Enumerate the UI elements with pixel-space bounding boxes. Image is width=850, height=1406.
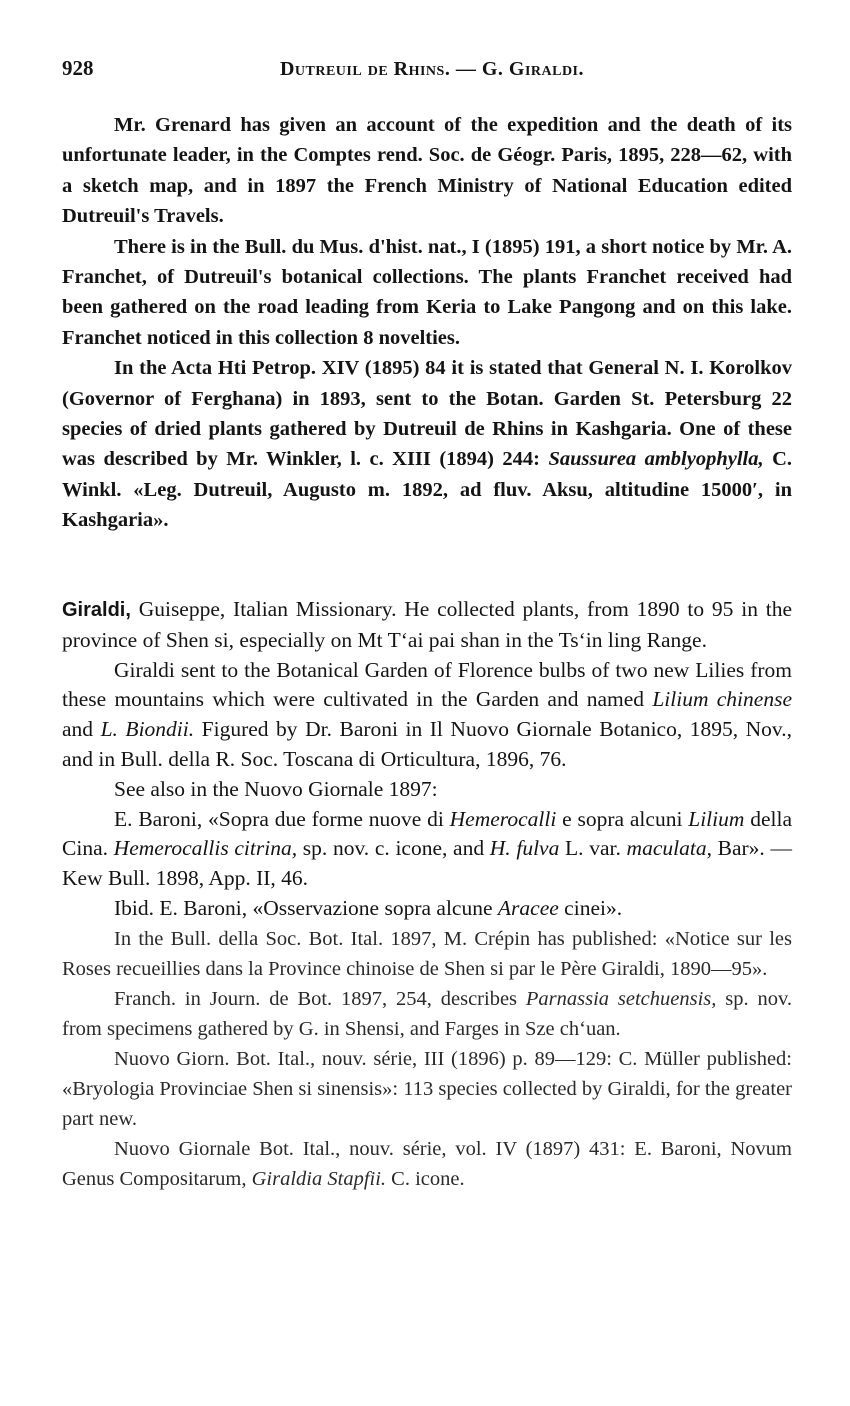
paragraph: E. Baroni, «Sopra due forme nuove di Hemerocalli e sopra alcuni Lilium della Cina. Hemerocallis citrina, sp. nov. c. icone, and H. fulva L. var. maculata, Bar». — Kew Bull. 1898, App. II, 46. (62, 806, 792, 891)
giraldi-section (62, 595, 792, 1194)
entry-heading-paragraph: Giraldi, Guiseppe, Italian Missionary. He collected plants, from 1890 to 95 in the province of Shen si, especially on Mt Tʻai pai shan in the Tsʻin ling Range. (62, 597, 792, 652)
running-title: Dutreuil de Rhins. — G. Giraldi. (279, 58, 585, 80)
paragraph: Nuovo Giornale Bot. Ital., nouv. série, vol. IV (1897) 431: E. Baroni, Novum Genus Compositarum, Giraldia Stapfii. C. icone. (62, 1137, 792, 1190)
paragraph: In the Bull. della Soc. Bot. Ital. 1897, M. Crépin has published: «Notice sur les Roses recueillies dans la Province chinoise de Shen si par le Père Giraldi, 1890—95». (62, 927, 792, 980)
paragraph: Nuovo Giorn. Bot. Ital., nouv. série, III (1896) p. 89—129: C. Müller published: «Bryologia Provinciae Shen si sinensis»: 113 species collected by Giraldi, for the greater part new. (62, 1047, 792, 1130)
species-name: L. Biondii. (100, 717, 195, 742)
page-header (62, 56, 802, 90)
species-name: Lilium chinense (652, 687, 792, 712)
species-name: Saussurea amblyophylla, (548, 448, 764, 471)
paragraph: Franch. in Journ. de Bot. 1897, 254, describes Parnassia setchuensis, sp. nov. from specimens gathered by G. in Shensi, and Farges in Sze chʻuan. (62, 987, 792, 1040)
paragraph: See also in the Nuovo Giornale 1897: (114, 776, 438, 801)
paragraph: Ibid. E. Baroni, «Osservazione sopra alcune Aracee cinei». (114, 895, 623, 920)
paragraph: In the Acta Hti Petrop. XIV (1895) 84 it is stated that General N. I. Korolkov (Governor of Ferghana) in 1893, sent to the Botan. Garden St. Petersburg 22 species of dried plants gathered by Dutreuil de Rhins in Kashgaria. One of these was described by Mr. Winkler, l. c. XIII (1894) 244: Saussurea amblyophylla, C. Winkl. «Leg. Dutreuil, Augusto m. 1892, ad fluv. Aksu, altitudine 15000′, in Kashgaria». (62, 357, 792, 532)
page-number: 928 (62, 56, 94, 80)
paragraph: Giraldi sent to the Botanical Garden of Florence bulbs of two new Lilies from these mountains which were cultivated in the Garden and named Lilium chinense and L. Biondii. Figured by Dr. Baroni in Il Nuovo Giornale Botanico, 1895, Nov., and in Bull. della R. Soc. Toscana di Orticultura, 1896, 76. (62, 657, 793, 771)
paragraph: Mr. Grenard has given an account of the expedition and the death of its unfortunate leader, in the Comptes rend. Soc. de Géogr. Paris, 1895, 228—62, with a sketch map, and in 1897 the French Ministry of National Education edited Dutreuil's Travels. (62, 114, 792, 228)
paragraph: There is in the Bull. du Mus. d'hist. nat., I (1895) 191, a short notice by Mr. A. Franchet, of Dutreuil's botanical collections. The plants Franchet received had been gathered on the road leading from Keria to Lake Pangong and on this lake. Franchet noticed in this collection 8 novelties. (62, 235, 792, 349)
entry-name: Giraldi, (62, 599, 131, 621)
dutreuil-section (62, 110, 792, 536)
